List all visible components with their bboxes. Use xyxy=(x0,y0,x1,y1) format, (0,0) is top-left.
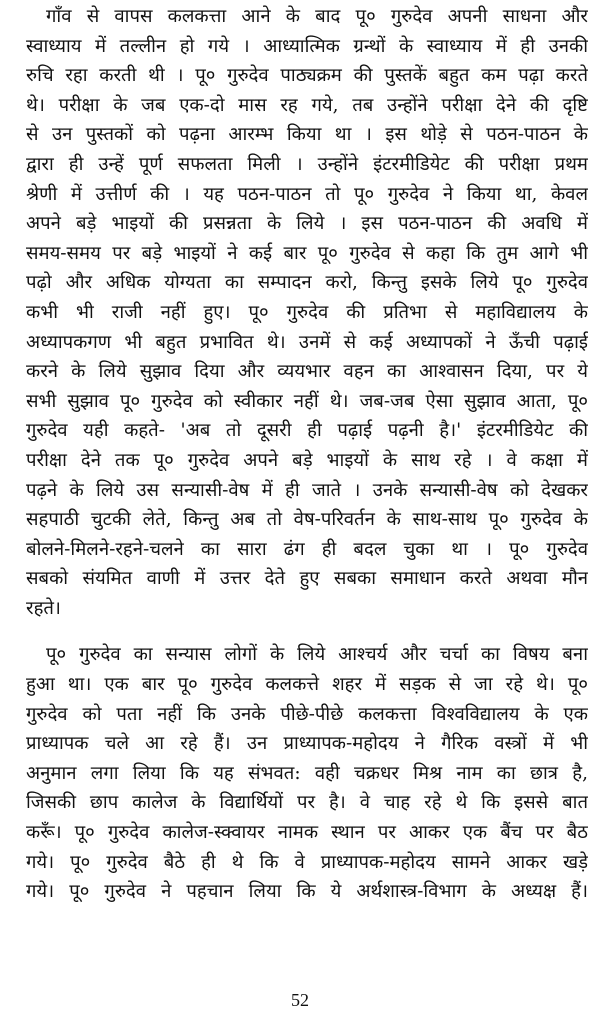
text-line: पढ़ो और अधिक योग्यता का सम्पादन करो, किन्तु इसके लिये पू० गुरुदेव xyxy=(26,272,588,294)
text-line: समय-समय पर बड़े भाइयों ने कई बार पू० गुरुदेव से कहा कि तुम आगे भी xyxy=(26,242,588,264)
text-line: जिसकी छाप कालेज के विद्यार्थियों पर है। वे चाह रहे थे कि इससे बात xyxy=(26,792,588,814)
paragraph xyxy=(26,2,588,623)
text-line: हुआ था। एक बार पू० गुरुदेव कलकत्ते शहर में सड़क से जा रहे थे। पू० xyxy=(26,674,588,696)
text-line: बोलने-मिलने-रहने-चलने का सारा ढंग ही बदल चुका था । पू० गुरुदेव xyxy=(26,538,588,560)
text-line: स्वाध्याय में तल्लीन हो गये । आध्यात्मिक ग्रन्थों के स्वाध्याय में ही उनकी xyxy=(26,35,588,57)
text-line: अपने बड़े भाइयों की प्रसन्नता के लिये । इस पठन-पाठन की अवधि में xyxy=(26,213,588,235)
text-line: अध्यापकगण भी बहुत प्रभावित थे। उनमें से कई अध्यापकों ने ऊँची पढ़ाई xyxy=(26,331,588,353)
text-line: से उन पुस्तकों को पढ़ना आरम्भ किया था । इस थोड़े से पठन-पाठन के xyxy=(26,124,588,146)
text-line: रुचि रहा करती थी । पू० गुरुदेव पाठ्यक्रम की पुस्तकें बहुत कम पढ़ा करते xyxy=(26,65,588,87)
paragraph-gap xyxy=(26,623,588,640)
text-line: गुरुदेव यही कहते- 'अब तो दूसरी ही पढ़ाई पढ़नी है।' इंटरमीडियेट की xyxy=(26,420,588,442)
text-line: अनुमान लगा लिया कि यह संभवत: वही चक्रधर मिश्र नाम का छात्र है, xyxy=(26,762,588,784)
text-line: सहपाठी चुटकी लेते, किन्तु अब तो वेष-परिवर्तन के साथ-साथ पू० गुरुदेव के xyxy=(26,509,588,531)
text-line: पू० गुरुदेव का सन्यास लोगों के लिये आश्चर्य और चर्चा का विषय बना xyxy=(46,644,588,666)
text-line: गुरुदेव को पता नहीं कि उनके पीछे-पीछे कलकत्ता विश्वविद्यालय के एक xyxy=(26,703,588,725)
text-line: रहते। xyxy=(26,597,61,619)
text-line: करूँ। पू० गुरुदेव कालेज-स्क्वायर नामक स्थान पर आकर एक बैंच पर बैठ xyxy=(26,822,588,844)
text-line: गये। पू० गुरुदेव ने पहचान लिया कि ये अर्थशास्त्र-विभाग के अध्यक्ष हैं। xyxy=(26,881,588,903)
text-line: प्राध्यापक चले आ रहे हैं। उन प्राध्यापक-महोदय ने गैरिक वस्त्रों में भी xyxy=(26,733,588,755)
text-line: करने के लिये सुझाव दिया और व्ययभार वहन का आश्वासन दिया, पर ये xyxy=(26,361,588,383)
text-line: कभी भी राजी नहीं हुए। पू० गुरुदेव की प्रतिभा से महाविद्यालय के xyxy=(26,301,588,323)
text-line: गाँव से वापस कलकत्ता आने के बाद पू० गुरुदेव अपनी साधना और xyxy=(46,6,588,27)
paragraph xyxy=(26,640,588,906)
text-line: थे। परीक्षा के जब एक-दो मास रह गये, तब उन्होंने परीक्षा देने की दृष्टि xyxy=(26,94,588,116)
text-line: सबको संयमित वाणी में उत्तर देते हुए सबका समाधान करते अथवा मौन xyxy=(26,568,588,590)
text-line: परीक्षा देने तक पू० गुरुदेव अपने बड़े भाइयों के साथ रहे । वे कक्षा में xyxy=(26,449,588,471)
text-line: सभी सुझाव पू० गुरुदेव को स्वीकार नहीं थे। जब-जब ऐसा सुझाव आता, पू० xyxy=(26,390,588,412)
text-line: पढ़ने के लिये उस सन्यासी-वेष में ही जाते । उनके सन्यासी-वेष को देखकर xyxy=(26,479,588,501)
page-number: 52 xyxy=(291,990,309,1010)
text-line: गये। पू० गुरुदेव बैठे ही थे कि वे प्राध्यापक-महोदय सामने आकर खड़े xyxy=(26,851,588,873)
text-line: द्वारा ही उन्हें पूर्ण सफलता मिली । उन्होंने इंटरमीडियेट की परीक्षा प्रथम xyxy=(26,153,588,175)
page-body xyxy=(26,2,588,907)
text-line: श्रेणी में उत्तीर्ण की । यह पठन-पाठन तो पू० गुरुदेव ने किया था, केवल xyxy=(26,183,588,205)
